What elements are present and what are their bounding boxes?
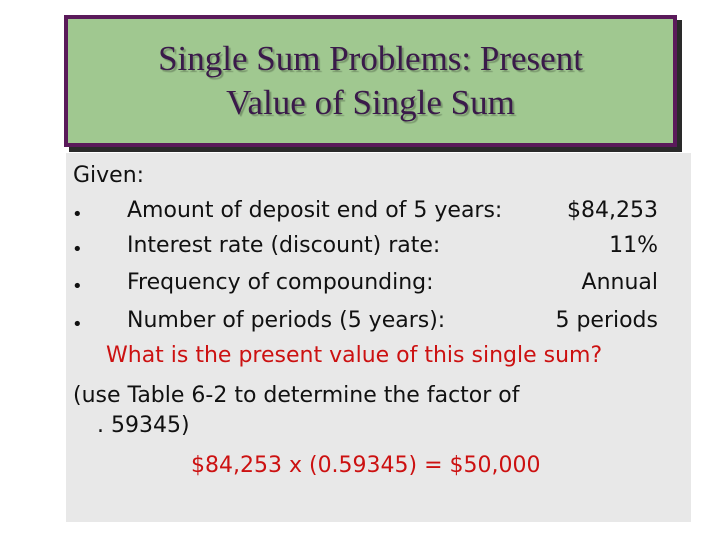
hint-text-line2: . 59345) — [97, 413, 190, 438]
bullet-label: Frequency of compounding: — [127, 270, 434, 295]
bullet-item-periods — [66, 308, 691, 338]
bullet-item-deposit — [66, 198, 691, 228]
bullet-icon: • — [72, 314, 83, 335]
question-text: What is the present value of this single sum? — [106, 343, 603, 368]
bullet-value: Annual — [581, 270, 658, 295]
bullet-value: $84,253 — [567, 198, 658, 223]
bullet-item-frequency — [66, 270, 691, 300]
answer-text: $84,253 x (0.59345) = $50,000 — [191, 453, 541, 478]
bullet-label: Number of periods (5 years): — [127, 308, 446, 333]
bullet-label: Interest rate (discount) rate: — [127, 233, 441, 258]
hint-text-line1: (use Table 6-2 to determine the factor of — [73, 383, 520, 408]
content-panel — [66, 153, 691, 522]
bullet-label: Amount of deposit end of 5 years: — [127, 198, 503, 223]
bullet-icon: • — [72, 204, 83, 225]
title-banner — [64, 15, 677, 147]
bullet-icon: • — [72, 239, 83, 260]
given-label: Given: — [73, 163, 145, 188]
bullet-item-interest-rate — [66, 233, 691, 263]
bullet-icon: • — [72, 276, 83, 297]
slide-title: Single Sum Problems: Present Value of Single Sum — [158, 39, 583, 122]
bullet-value: 11% — [609, 233, 658, 258]
bullet-value: 5 periods — [555, 308, 658, 333]
